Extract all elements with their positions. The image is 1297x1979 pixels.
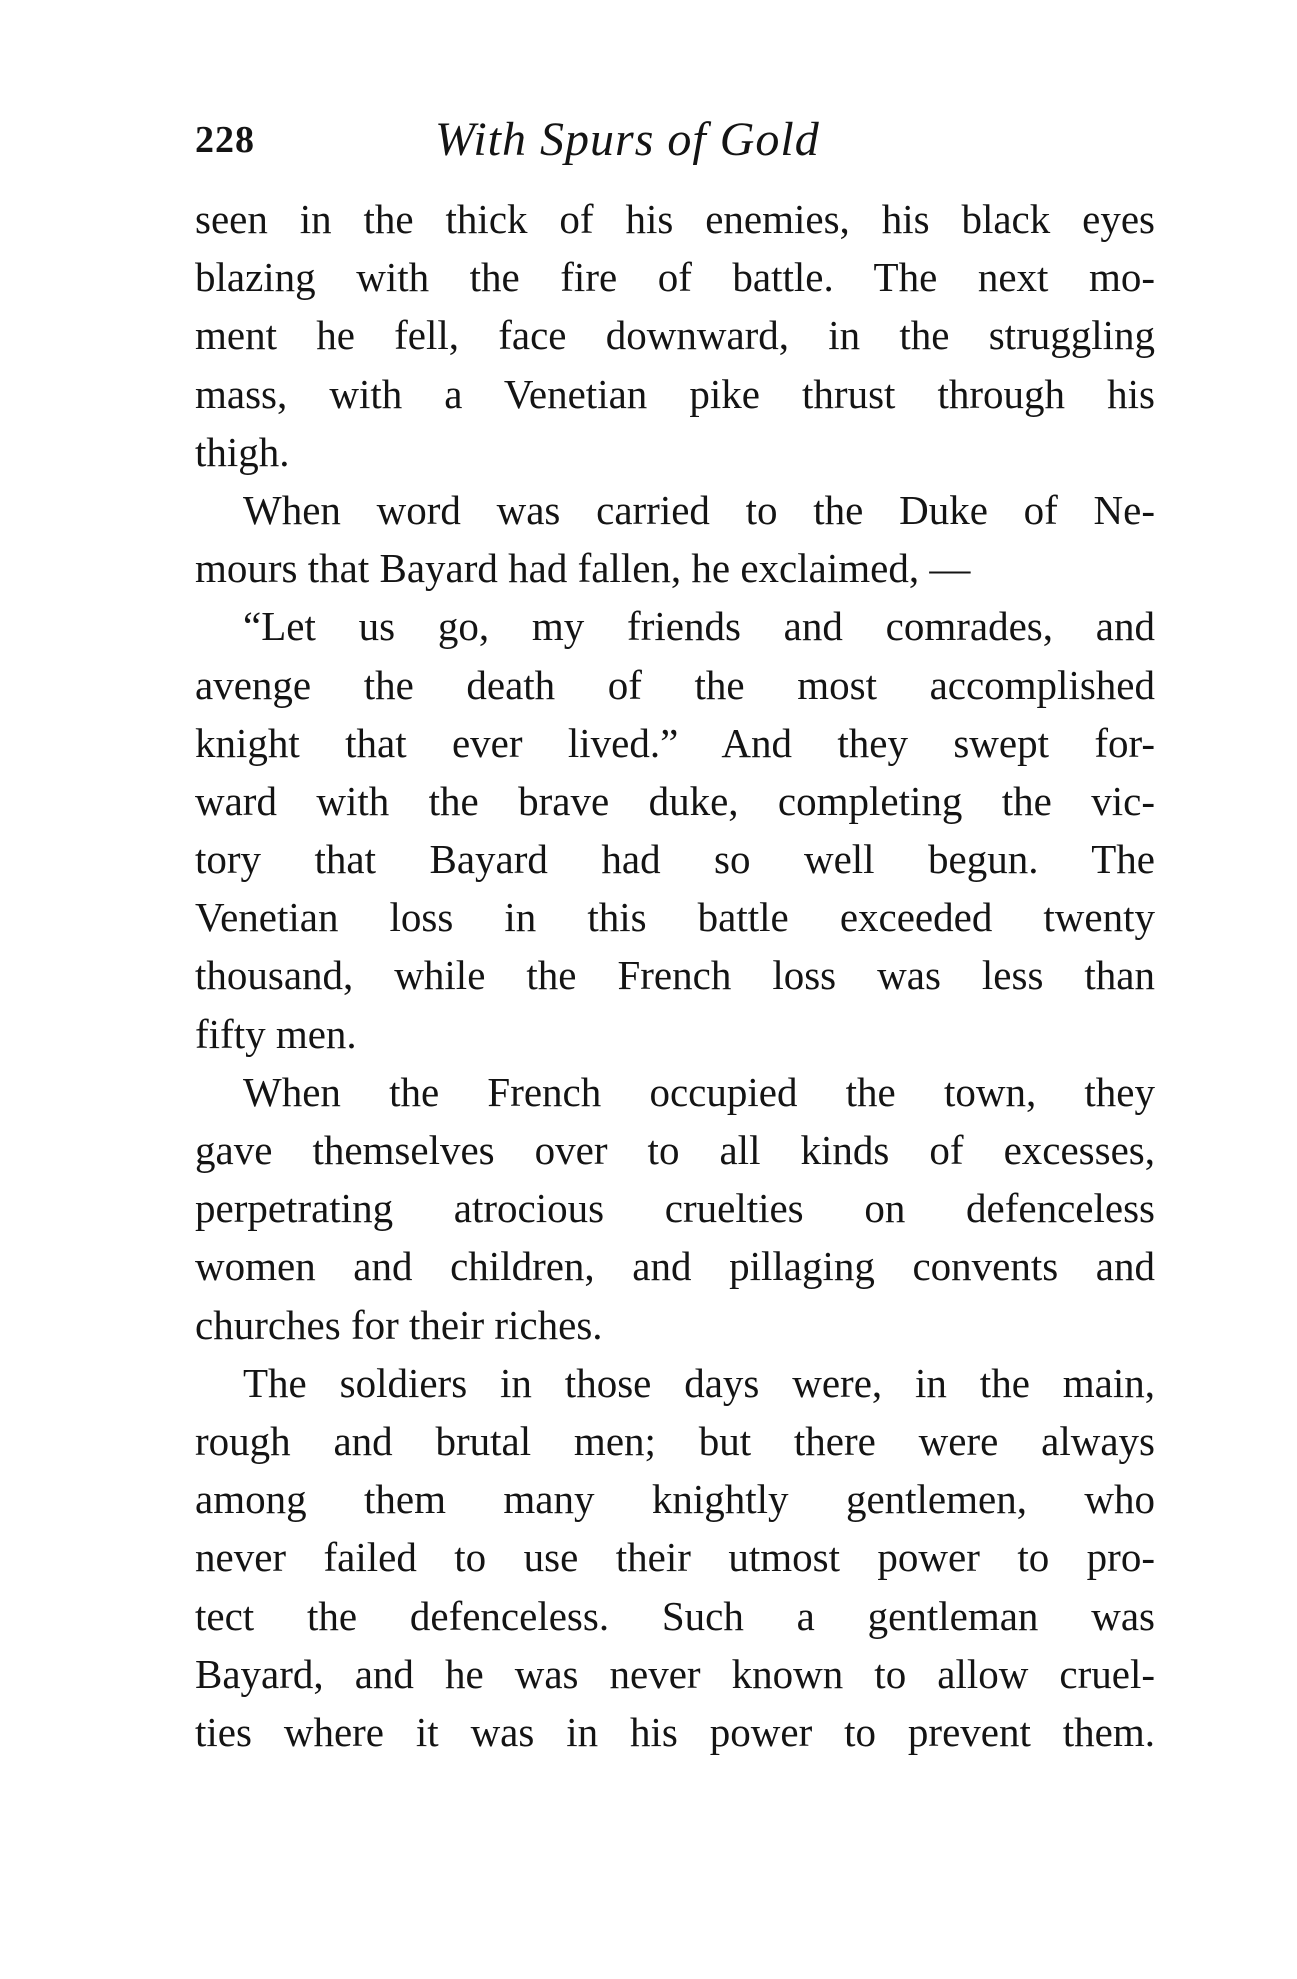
text-line: ment he fell, face downward, in the struggling (195, 312, 1155, 359)
text-line: rough and brutal men; but there were always (195, 1417, 1155, 1464)
text-line: women and children, and pillaging convents and (195, 1243, 1155, 1290)
text-line: avenge the death of the most accomplished (195, 661, 1155, 708)
text-line: tory that Bayard had so well begun. The (195, 836, 1155, 883)
text-line: thousand, while the French loss was less than (195, 952, 1155, 999)
text-line: Bayard, and he was never known to allow cruel- (195, 1650, 1155, 1697)
text-line: never failed to use their utmost power to pro- (195, 1534, 1155, 1581)
text-line: perpetrating atrocious cruelties on defenceless (195, 1185, 1155, 1232)
text-line: thigh. (195, 428, 290, 475)
text-line: When word was carried to the Duke of Ne- (243, 486, 1155, 533)
text-line: “Let us go, my friends and comrades, and (243, 603, 1155, 650)
text-line: gave themselves over to all kinds of excesses, (195, 1127, 1155, 1173)
text-line: mours that Bayard had fallen, he exclaimed, — (195, 545, 971, 592)
text-line: seen in the thick of his enemies, his black eyes (195, 196, 1155, 242)
text-line: mass, with a Venetian pike thrust through his (195, 370, 1155, 417)
text-line: churches for their riches. (195, 1301, 603, 1348)
book-title: With Spurs of Gold (435, 113, 820, 166)
text-line: tect the defenceless. Such a gentleman was (195, 1592, 1155, 1639)
text-line: When the French occupied the town, they (243, 1068, 1155, 1115)
text-line: among them many knightly gentlemen, who (195, 1476, 1155, 1523)
text-line: The soldiers in those days were, in the main, (243, 1359, 1155, 1406)
text-line: fifty men. (195, 1010, 357, 1057)
text-line: knight that ever lived.” And they swept for- (195, 719, 1155, 766)
text-line: ward with the brave duke, completing the vic- (195, 777, 1155, 824)
text-line: ties where it was in his power to prevent them. (195, 1708, 1155, 1755)
text-line: blazing with the fire of battle. The next mo- (195, 254, 1155, 301)
page-number: 228 (195, 119, 255, 161)
body-text (195, 190, 1155, 1761)
running-head (195, 105, 1155, 175)
text-line: Venetian loss in this battle exceeded twenty (195, 894, 1155, 941)
